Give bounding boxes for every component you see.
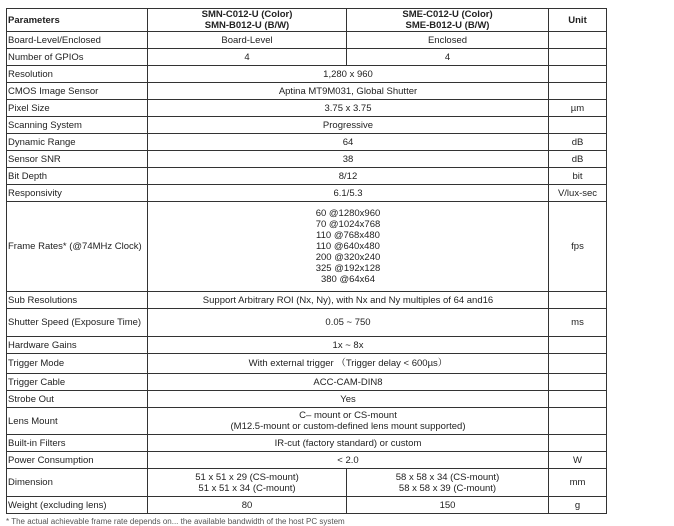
- unit-cell: [549, 292, 607, 309]
- model-a-value-line: 4: [244, 51, 250, 63]
- table-row: [7, 469, 607, 497]
- shared-value: [148, 309, 549, 337]
- shared-value: [148, 202, 549, 292]
- shared-value-line: 60 @1280x960: [315, 208, 381, 219]
- table-row: [7, 151, 607, 168]
- parameter-label: Bit Depth: [7, 168, 148, 185]
- table-row: [7, 309, 607, 337]
- shared-value-line: Aptina MT9M031, Global Shutter: [278, 85, 418, 97]
- shared-value-line: 380 @64x64: [320, 274, 376, 285]
- model-a-value-line: 51 x 51 x 29 (CS-mount): [195, 471, 299, 483]
- shared-value-line: 325 @192x128: [315, 263, 381, 274]
- shared-value: [148, 337, 549, 354]
- parameter-label: Strobe Out: [7, 391, 148, 408]
- shared-value: [148, 452, 549, 469]
- model-a-value: [148, 469, 347, 497]
- shared-value: [148, 168, 549, 185]
- header-model-a-line: SMN-C012-U (Color): [201, 9, 293, 20]
- shared-value: [148, 134, 549, 151]
- unit-cell: mm: [549, 469, 607, 497]
- unit-cell: ms: [549, 309, 607, 337]
- table-row: [7, 100, 607, 117]
- model-b-value: [347, 49, 549, 66]
- model-a-value-line: 51 x 51 x 34 (C-mount): [198, 482, 296, 494]
- table-row: [7, 337, 607, 354]
- parameter-label: Frame Rates* (@74MHz Clock): [7, 202, 148, 292]
- unit-cell: [549, 49, 607, 66]
- unit-cell: [549, 32, 607, 49]
- parameter-label: Board-Level/Enclosed: [7, 32, 148, 49]
- shared-value: [148, 66, 549, 83]
- unit-cell: fps: [549, 202, 607, 292]
- shared-value: [148, 151, 549, 168]
- model-b-value: [347, 497, 549, 514]
- footnote: * The actual achievable frame rate depends on... the available bandwidth of the host PC system: [6, 517, 345, 526]
- model-a-value-line: Board-Level: [221, 34, 273, 46]
- parameter-label: Hardware Gains: [7, 337, 148, 354]
- table-row: [7, 292, 607, 309]
- model-b-value: [347, 469, 549, 497]
- table-row: [7, 391, 607, 408]
- shared-value: [148, 408, 549, 435]
- parameter-label: Trigger Mode: [7, 354, 148, 374]
- unit-cell: dB: [549, 151, 607, 168]
- model-b-value-line: Enclosed: [427, 34, 468, 46]
- table-row: [7, 435, 607, 452]
- unit-cell: [549, 83, 607, 100]
- table-row: [7, 185, 607, 202]
- unit-cell: g: [549, 497, 607, 514]
- spec-table: [6, 8, 607, 514]
- shared-value-line: IR-cut (factory standard) or custom: [274, 437, 422, 449]
- shared-value-line: 1x ~ 8x: [332, 339, 364, 351]
- unit-cell: bit: [549, 168, 607, 185]
- unit-cell: W: [549, 452, 607, 469]
- table-row: [7, 408, 607, 435]
- unit-cell: [549, 337, 607, 354]
- table-row: [7, 32, 607, 49]
- header-row: [7, 9, 607, 32]
- model-b-value-line: 58 x 58 x 34 (CS-mount): [395, 471, 500, 483]
- shared-value-line: 6.1/5.3: [333, 187, 363, 199]
- model-b-value-line: 58 x 58 x 39 (C-mount): [398, 482, 497, 494]
- unit-cell: dB: [549, 134, 607, 151]
- shared-value-line: (M12.5-mount or custom-defined lens mount supported): [230, 421, 466, 432]
- unit-cell: [549, 374, 607, 391]
- parameter-label: Shutter Speed (Exposure Time): [7, 309, 148, 337]
- header-model-a: [148, 9, 347, 32]
- shared-value: [148, 391, 549, 408]
- unit-cell: [549, 435, 607, 452]
- unit-cell: [549, 66, 607, 83]
- shared-value: [148, 354, 549, 374]
- shared-value: [148, 100, 549, 117]
- shared-value-line: 64: [342, 136, 354, 148]
- shared-value-line: 3.75 x 3.75: [324, 102, 372, 114]
- header-parameters: Parameters: [7, 9, 148, 32]
- shared-value-line: 38: [342, 153, 354, 165]
- shared-value: [148, 292, 549, 309]
- unit-cell: V/lux-sec: [549, 185, 607, 202]
- table-row: [7, 134, 607, 151]
- table-row: [7, 49, 607, 66]
- unit-cell: µm: [549, 100, 607, 117]
- table-row: [7, 202, 607, 292]
- header-model-b-line: SME-C012-U (Color): [402, 9, 493, 20]
- shared-value-line: 110 @640x480: [316, 241, 380, 252]
- parameter-label: Resolution: [7, 66, 148, 83]
- model-b-value: [347, 32, 549, 49]
- parameter-label: Number of GPIOs: [7, 49, 148, 66]
- model-b-value-line: 150: [439, 499, 456, 511]
- shared-value: [148, 83, 549, 100]
- parameter-label: Weight (excluding lens): [7, 497, 148, 514]
- shared-value-line: C– mount or CS-mount: [299, 410, 397, 421]
- model-b-value-line: 4: [444, 51, 451, 63]
- header-unit: Unit: [549, 9, 607, 32]
- table-row: [7, 354, 607, 374]
- shared-value-line: Support Arbitrary ROI (Nx, Ny), with Nx and Ny multiples of 64 and16: [202, 294, 494, 306]
- parameter-label: Responsivity: [7, 185, 148, 202]
- model-a-value: [148, 497, 347, 514]
- shared-value-line: ACC-CAM-DIN8: [313, 376, 383, 388]
- shared-value-line: 110 @768x480: [316, 230, 380, 241]
- shared-value-line: 0.05 ~ 750: [325, 317, 371, 328]
- parameter-label: Dynamic Range: [7, 134, 148, 151]
- parameter-label: Dimension: [7, 469, 148, 497]
- shared-value: [148, 435, 549, 452]
- table-row: [7, 83, 607, 100]
- unit-cell: [549, 391, 607, 408]
- unit-cell: [549, 408, 607, 435]
- parameter-label: Power Consumption: [7, 452, 148, 469]
- table-row: [7, 168, 607, 185]
- shared-value: [148, 374, 549, 391]
- shared-value-line: 8/12: [338, 170, 358, 182]
- shared-value-line: 1,280 x 960: [323, 68, 373, 80]
- model-a-value: [148, 32, 347, 49]
- shared-value-line: 200 @320x240: [315, 252, 381, 263]
- table-row: [7, 117, 607, 134]
- shared-value-line: Yes: [340, 393, 356, 405]
- parameter-label: Sub Resolutions: [7, 292, 148, 309]
- model-a-value-line: 80: [241, 499, 253, 511]
- model-a-value: [148, 49, 347, 66]
- unit-cell: [549, 354, 607, 374]
- shared-value: [148, 185, 549, 202]
- table-row: [7, 66, 607, 83]
- spec-table-body: [7, 9, 607, 514]
- shared-value: [148, 117, 549, 134]
- shared-value-line: 70 @1024x768: [315, 219, 381, 230]
- header-model-b-line: SME-B012-U (B/W): [405, 20, 490, 31]
- shared-value-line: Progressive: [322, 119, 374, 131]
- header-model-b: [347, 9, 549, 32]
- parameter-label: Built-in Filters: [7, 435, 148, 452]
- table-row: [7, 497, 607, 514]
- header-model-a-line: SMN-B012-U (B/W): [204, 20, 290, 31]
- unit-cell: [549, 117, 607, 134]
- parameter-label: Lens Mount: [7, 408, 148, 435]
- table-row: [7, 374, 607, 391]
- parameter-label: Trigger Cable: [7, 374, 148, 391]
- parameter-label: Sensor SNR: [7, 151, 148, 168]
- shared-value-line: With external trigger （Trigger delay < 600µs）: [248, 358, 448, 369]
- parameter-label: Scanning System: [7, 117, 148, 134]
- table-row: [7, 452, 607, 469]
- parameter-label: Pixel Size: [7, 100, 148, 117]
- shared-value-line: < 2.0: [337, 454, 359, 466]
- parameter-label: CMOS Image Sensor: [7, 83, 148, 100]
